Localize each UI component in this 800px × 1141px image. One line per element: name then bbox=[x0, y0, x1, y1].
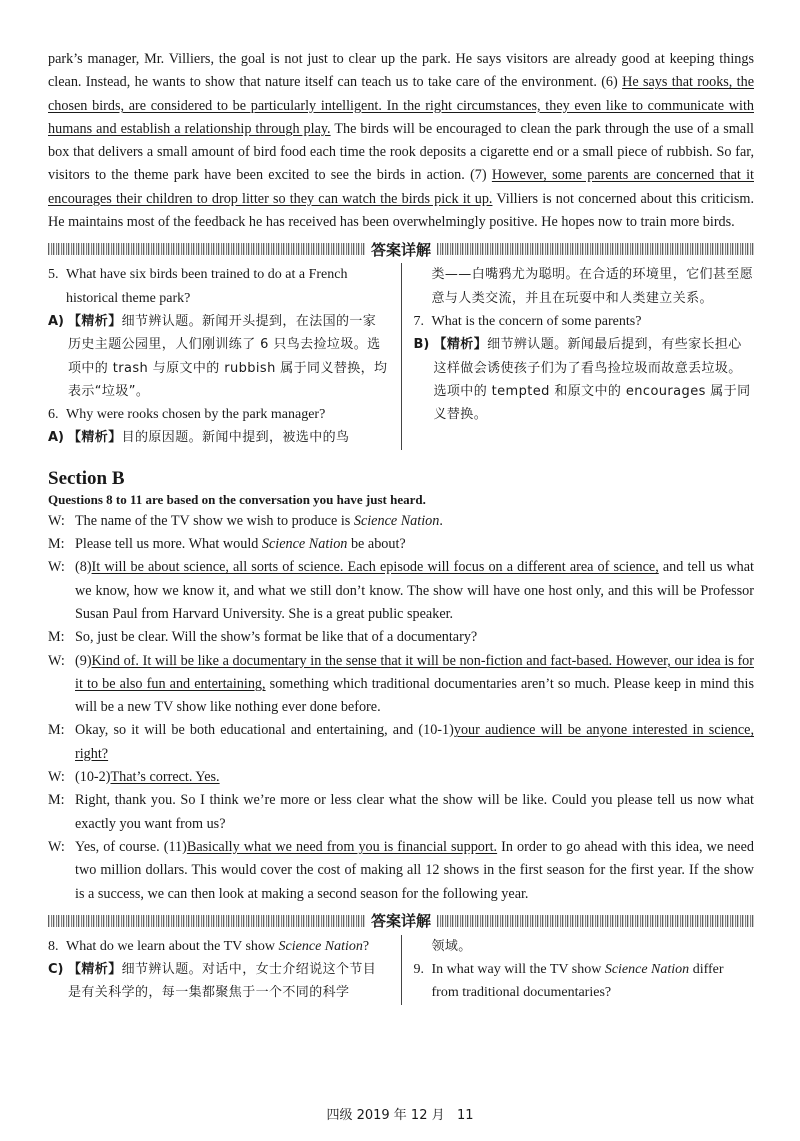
dialogue-text bbox=[75, 766, 220, 789]
passage-ending: Villiers is not concerned about this criticism. He maintains most of the feedback he has received has been overwhelmingly positive. He hopes now to train more birds. bbox=[48, 190, 754, 231]
question-text-end: ? bbox=[362, 938, 370, 954]
dialogue-turn bbox=[48, 766, 754, 789]
answer-column-left bbox=[48, 263, 402, 449]
show-title: Science Nation bbox=[278, 938, 363, 954]
answer-6 bbox=[48, 426, 389, 449]
dialogue-fragment: be about? bbox=[347, 536, 406, 553]
dialogue-fragment: (8) bbox=[75, 559, 92, 576]
question-8 bbox=[48, 935, 389, 958]
question-6 bbox=[48, 403, 389, 426]
dialogue-text bbox=[75, 510, 443, 533]
passage-intro: park’s manager, Mr. Villiers, the goal is not just to clear up the park. He says visitors are already good at keeping things clean. Instead, he wants to show that nature itself can teach us to take care of the environment. bbox=[48, 51, 754, 91]
answer-5 bbox=[48, 310, 389, 403]
analysis-text: 细节辨认题。新闻最后提到，有些家长担心这样做会诱使孩子们为了看鸟捡垃圾而故意丢垃圾。选项中的 tempted 和原文中的 encourages 属于同义替换。 bbox=[433, 337, 751, 423]
question-text bbox=[66, 935, 369, 958]
dialogue-fragment: Please tell us more. What would bbox=[75, 536, 262, 553]
question-text: What is the concern of some parents? bbox=[431, 313, 642, 329]
dialogue-turn bbox=[48, 510, 754, 533]
analysis-tag: 【精析】 bbox=[68, 962, 122, 978]
dialogue-turn bbox=[48, 533, 754, 556]
dialogue-turn bbox=[48, 836, 754, 906]
banner-pattern-left bbox=[48, 243, 365, 255]
analysis-text: 细节辨认题。新闻开头提到，在法国的一家历史主题公园里，人们刚训练了 6 只鸟去捡垃圾。选项中的 trash 与原文中的 rubbish 属于同义替换，均表示“垃圾”。 bbox=[68, 313, 388, 399]
question-text-start: What do we learn about the TV show bbox=[66, 938, 279, 954]
question-7 bbox=[414, 310, 755, 333]
page-footer bbox=[0, 1104, 800, 1123]
banner-pattern-right bbox=[437, 243, 754, 255]
questions-heading: Questions 8 to 11 are based on the conversation you have just heard. bbox=[48, 491, 426, 507]
question-text-end: differ from traditional documentaries? bbox=[431, 962, 724, 1001]
answer-7 bbox=[414, 333, 755, 426]
passage-text bbox=[48, 48, 754, 234]
dialogue-text bbox=[75, 836, 754, 906]
question-text-start: In what way will the TV show bbox=[431, 962, 605, 978]
question-text: Why were rooks chosen by the park manager? bbox=[66, 407, 326, 423]
dialogue-turn bbox=[48, 650, 754, 720]
page-number: 11 bbox=[457, 1108, 474, 1123]
analysis-text: 目的原因题。新闻中提到，被选中的鸟 bbox=[121, 430, 350, 446]
question-text bbox=[432, 958, 755, 1005]
dialogue-turn bbox=[48, 719, 754, 766]
speaker-label: M: bbox=[48, 722, 65, 739]
dialogue-fragment: and tell us what we know, how we know it, and what we still don’t know. The show will have one host only, and this will be Professor Susan Paul from Harvard University. She is a great public speaker. bbox=[75, 559, 754, 622]
question-text: What have six birds been trained to do at a French historical theme park? bbox=[66, 267, 348, 306]
underlined-answer-text: Kind of. It will be like a documentary in the sense that it will be non-fiction and fact-based. However, our idea is for it to be also fun and entertaining, bbox=[75, 652, 754, 692]
dialogue-text bbox=[75, 789, 754, 836]
question-number: 5. bbox=[48, 267, 59, 283]
dialogue-fragment: (10-2) bbox=[75, 769, 111, 786]
dialogue-turn bbox=[48, 626, 754, 649]
show-title: Science Nation bbox=[604, 962, 690, 978]
answer-column-right bbox=[402, 935, 755, 1005]
answer-column-left bbox=[48, 935, 402, 1005]
page-content bbox=[48, 48, 754, 1005]
banner-title: 答案详解 bbox=[371, 912, 432, 931]
dialogue-fragment: Okay, so it will be both educational and entertaining, and (10-1) bbox=[75, 722, 454, 739]
question-number: 7. bbox=[413, 313, 424, 329]
speaker-label: W: bbox=[48, 769, 65, 786]
question-number: 6. bbox=[48, 407, 59, 423]
section-title: Section B bbox=[48, 467, 125, 489]
dialogue-turn bbox=[48, 556, 754, 626]
question-number: 9. bbox=[413, 962, 424, 978]
dialogue-fragment: (9) bbox=[75, 652, 92, 669]
analysis-tag: 【精析】 bbox=[68, 313, 122, 329]
dialogue-fragment: So, just be clear. Will the show’s format be like that of a documentary? bbox=[75, 629, 478, 646]
underlined-answer-text: Basically what we need from you is financial support. bbox=[186, 838, 498, 855]
speaker-label: M: bbox=[48, 792, 65, 809]
answer-letter: C) bbox=[48, 962, 64, 978]
answer-banner-2 bbox=[48, 911, 754, 931]
speaker-label: W: bbox=[48, 512, 65, 529]
footer-label: 四级 2019 年 12 月 bbox=[326, 1108, 445, 1123]
dialogue-text bbox=[75, 650, 754, 720]
answer-letter: A) bbox=[48, 430, 65, 446]
dialogue-fragment: something which traditional documentaries aren’t so much. Please keep in mind this will be a new TV show like nothing ever done before. bbox=[75, 675, 754, 716]
banner-title: 答案详解 bbox=[371, 240, 432, 259]
answer-column-right bbox=[402, 263, 755, 449]
answer-columns-1 bbox=[48, 263, 754, 449]
underlined-answer-text: It will be about science, all sorts of science. Each episode will focus on a different area of science, bbox=[91, 559, 659, 576]
analysis-tag: 【精析】 bbox=[68, 430, 122, 446]
dialogue-fragment: Right, thank you. So I think we’re more or less clear what the show will be like. Could you please tell us now what exactly you want from us? bbox=[75, 792, 754, 832]
analysis-tag: 【精析】 bbox=[433, 337, 488, 353]
speaker-label: M: bbox=[48, 536, 65, 553]
answer-8 bbox=[48, 958, 389, 1005]
answer-8-continued: 领域。 bbox=[431, 938, 472, 954]
dialogue-fragment: In order to go ahead with this idea, we need two million dollars. This would cover the cost of making all 12 shows in the first season for the first year. If the show is a success, we can then look at making a second season for the following year. bbox=[75, 838, 754, 902]
speaker-label: M: bbox=[48, 629, 65, 646]
banner-pattern-left bbox=[48, 915, 365, 927]
dialogue-text bbox=[75, 556, 754, 626]
underlined-sentence-7: However, some parents are concerned that it encourages their children to drop litter so they can watch the birds pick it up. bbox=[48, 167, 754, 207]
speaker-label: W: bbox=[48, 559, 65, 576]
answer-columns-2 bbox=[48, 935, 754, 1005]
marker-6: (6) bbox=[601, 74, 623, 91]
question-number: 8. bbox=[48, 938, 59, 954]
answer-letter: B) bbox=[413, 337, 430, 353]
show-title: Science Nation bbox=[353, 512, 440, 529]
answer-banner bbox=[48, 239, 754, 259]
dialogue-text bbox=[75, 533, 406, 556]
answer-6-continued: 类——白嘴鸦尤为聪明。在合适的环境里，它们甚至愿意与人类交流，并且在玩耍中和人类建立关系。 bbox=[431, 267, 754, 306]
underlined-answer-text: That’s correct. Yes. bbox=[110, 769, 220, 786]
dialogue-fragment: Yes, of course. (11) bbox=[75, 838, 187, 855]
dialogue-fragment: The name of the TV show we wish to produce is bbox=[75, 512, 354, 529]
banner-pattern-right bbox=[437, 915, 754, 927]
dialogue-text bbox=[75, 626, 477, 649]
underlined-sentence-6: He says that rooks, the chosen birds, are considered to be particularly intelligent. In the right circumstances, they even like to communicate with humans and establish a relationship through play. bbox=[48, 74, 755, 137]
speaker-label: W: bbox=[48, 652, 65, 669]
dialogue bbox=[48, 510, 754, 906]
underlined-answer-text: your audience will be anyone interested in science, right? bbox=[75, 722, 754, 762]
analysis-text: 细节辨认题。对话中，女士介绍说这个节目是有关科学的，每一集都聚焦于一个不同的科学 bbox=[68, 962, 377, 1001]
passage-middle: The birds will be encouraged to clean the park through the use of a small box that delivers a small amount of bird food each time the rook deposits a cigarette end or a small piece of rubbish. So far, visitors to the theme park have been excited to see the birds in action. bbox=[48, 120, 754, 184]
question-9 bbox=[414, 958, 755, 1005]
answer-letter: A) bbox=[48, 313, 65, 329]
show-title: Science Nation bbox=[261, 536, 348, 553]
dialogue-text bbox=[75, 719, 754, 766]
dialogue-fragment: . bbox=[439, 512, 443, 529]
speaker-label: W: bbox=[48, 838, 65, 855]
dialogue-turn bbox=[48, 789, 754, 836]
question-5 bbox=[48, 263, 389, 310]
marker-7: (7) bbox=[470, 167, 492, 184]
